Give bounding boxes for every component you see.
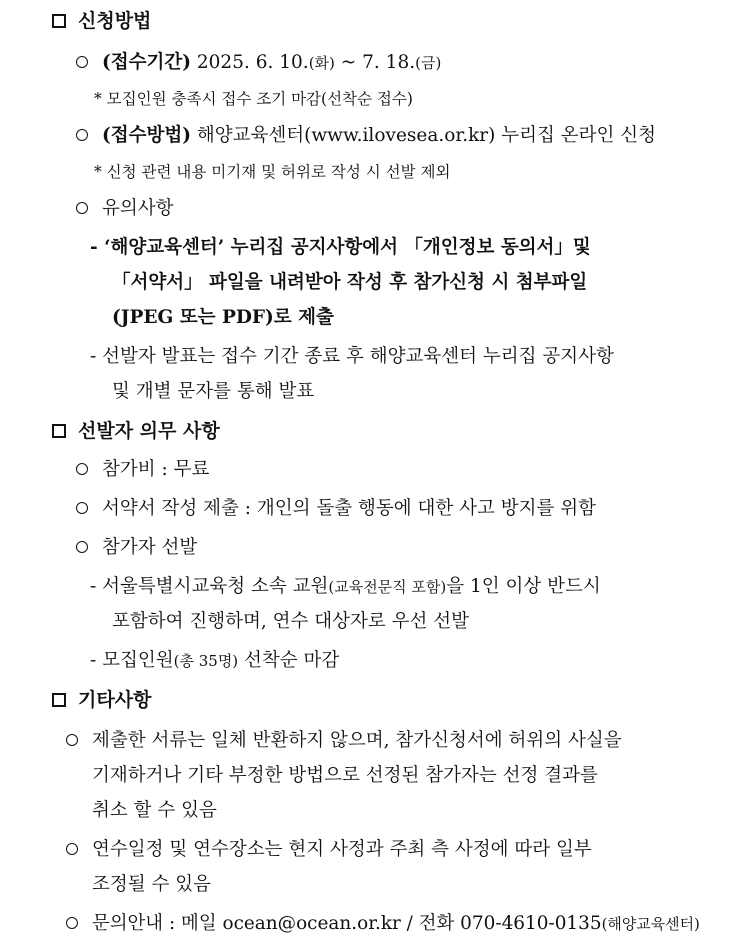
circle-bullet-icon [76,463,88,475]
circle-bullet-icon [66,917,78,929]
section-heading-duties: 선발자 의무 사항 [52,419,220,443]
circle-bullet-icon [66,734,78,746]
circle-bullet-icon [76,202,88,214]
etc-item-1-line-2: 기재하거나 기타 부정한 방법으로 선정된 참가자는 선정 결과를 [92,765,598,786]
caution-item-1-line-1: - ‘해양교육센터’ 누리집 공지사항에서 「개인정보 동의서」및 [90,237,591,258]
pledge-item: 서약서 작성 제출 : 개인의 돌출 행동에 대한 사고 방지를 위함 [76,497,596,521]
etc-item-1-line-3: 취소 할 수 있음 [92,800,217,821]
section-heading-apply: 신청방법 [52,9,151,33]
etc-item-2-line-2: 조정될 수 있음 [92,874,211,895]
note-exclusion: * 신청 관련 내용 미기재 및 허위로 작성 시 선발 제외 [94,163,451,181]
etc-item-2-line-1: 연수일정 및 연수장소는 현지 사정과 주최 측 사정에 따라 일부 [66,838,592,862]
circle-bullet-icon [76,502,88,514]
caution-heading: 유의사항 [76,197,173,221]
circle-bullet-icon [76,56,88,68]
selection-item-1-line-2: 포함하여 진행하며, 연수 대상자로 우선 선발 [112,611,469,632]
etc-item-1-line-1: 제출한 서류는 일체 반환하지 않으며, 참가신청서에 허위의 사실을 [66,729,622,753]
caution-item-2-line-1: - 선발자 발표는 접수 기간 종료 후 해양교육센터 누리집 공지사항 [90,346,614,367]
circle-bullet-icon [76,129,88,141]
note-early-close: * 모집인원 충족시 접수 조기 마감(선착순 접수) [94,90,413,108]
circle-bullet-icon [66,843,78,855]
caution-item-1-line-3: (JPEG 또는 PDF)로 제출 [112,307,334,328]
selection-item-2: - 모집인원(총 35명) 선착순 마감 [90,650,340,671]
square-bullet-icon [52,424,66,438]
apply-method: (접수방법) 해양교육센터(www.ilovesea.or.kr) 누리집 온라인 신청 [76,124,656,148]
apply-period: (접수기간) 2025. 6. 10.(화) ~ 7. 18.(금) [76,51,441,75]
selection-item-1-line-1: - 서울특별시교육청 소속 교원(교육전문직 포함)을 1인 이상 반드시 [90,576,601,597]
fee-item: 참가비 : 무료 [76,458,209,482]
caution-item-2-line-2: 및 개별 문자를 통해 발표 [112,381,315,402]
square-bullet-icon [52,693,66,707]
selection-heading: 참가자 선발 [76,536,197,560]
section-heading-etc: 기타사항 [52,688,151,712]
caution-item-1-line-2: 「서약서」 파일을 내려받아 작성 후 참가신청 시 첨부파일 [112,272,588,293]
square-bullet-icon [52,14,66,28]
circle-bullet-icon [76,541,88,553]
contact-item: 문의안내 : 메일 ocean@ocean.or.kr / 전화 070-4610-0135(해양교육센터) [66,912,700,936]
